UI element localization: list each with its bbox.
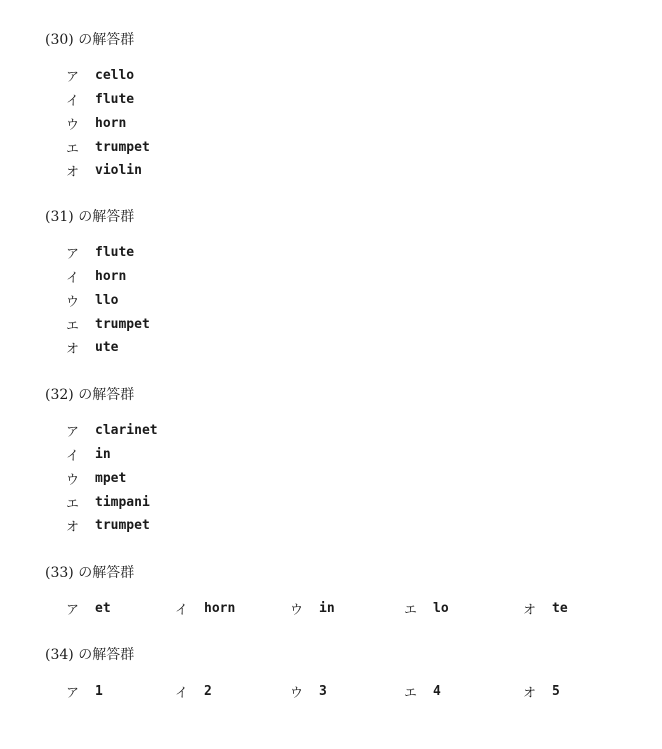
option-letter: イ [66, 94, 80, 110]
option-text: trumpet [95, 139, 150, 155]
option-e[interactable] [404, 681, 441, 701]
option-a[interactable] [66, 598, 111, 618]
option-i[interactable] [66, 265, 150, 289]
group-30-title: (30) の解答群 [45, 32, 135, 48]
option-text: flute [95, 245, 135, 261]
option-u[interactable] [290, 598, 335, 618]
option-u[interactable] [290, 681, 327, 701]
option-o[interactable] [523, 681, 560, 701]
option-letter: イ [175, 602, 189, 618]
option-letter: ウ [290, 685, 304, 701]
option-letter: ア [66, 70, 80, 86]
option-o[interactable] [66, 514, 158, 538]
option-u[interactable] [66, 467, 158, 491]
option-letter: エ [404, 602, 418, 618]
option-letter: エ [404, 685, 418, 701]
option-text: cello [95, 68, 135, 84]
option-i[interactable] [175, 598, 235, 618]
option-a[interactable] [66, 681, 103, 701]
option-text: 4 [433, 683, 441, 699]
option-e[interactable] [66, 490, 158, 514]
group-32-options [66, 419, 158, 538]
option-letter: オ [523, 685, 537, 701]
option-text: in [95, 447, 111, 463]
option-letter: ウ [66, 294, 80, 310]
option-text: 3 [319, 683, 327, 699]
option-letter: ア [66, 685, 80, 701]
option-text: trumpet [95, 316, 150, 332]
option-letter: エ [66, 141, 80, 157]
option-i[interactable] [66, 88, 150, 112]
option-text: llo [95, 292, 119, 308]
option-text: trumpet [95, 518, 150, 534]
option-u[interactable] [66, 112, 150, 136]
group-33-title: (33) の解答群 [45, 565, 135, 581]
option-text: 1 [95, 683, 103, 699]
group-33-options [66, 598, 626, 618]
option-text: horn [95, 269, 127, 285]
option-o[interactable] [523, 598, 568, 618]
option-text: 5 [552, 683, 560, 699]
group-31-title: (31) の解答群 [45, 209, 135, 225]
option-e[interactable] [404, 598, 449, 618]
option-a[interactable] [66, 241, 150, 265]
option-a[interactable] [66, 64, 150, 88]
option-letter: ア [66, 425, 80, 441]
option-letter: オ [66, 165, 80, 181]
option-letter: ア [66, 602, 80, 618]
option-text: flute [95, 92, 135, 108]
option-letter: オ [523, 602, 537, 618]
option-letter: エ [66, 496, 80, 512]
group-32-title: (32) の解答群 [45, 387, 135, 403]
option-text: 2 [204, 683, 212, 699]
option-u[interactable] [66, 289, 150, 313]
option-text: clarinet [95, 423, 158, 439]
option-letter: エ [66, 318, 80, 334]
option-e[interactable] [66, 135, 150, 159]
option-letter: オ [66, 342, 80, 358]
option-i[interactable] [175, 681, 212, 701]
option-text: violin [95, 163, 142, 179]
option-text: horn [204, 600, 236, 616]
group-34-title: (34) の解答群 [45, 647, 135, 663]
option-letter: ウ [66, 117, 80, 133]
option-letter: ウ [290, 602, 304, 618]
option-text: ute [95, 340, 119, 356]
option-o[interactable] [66, 159, 150, 183]
option-letter: イ [175, 685, 189, 701]
option-text: horn [95, 115, 127, 131]
group-30-options [66, 64, 150, 183]
option-a[interactable] [66, 419, 158, 443]
option-letter: オ [66, 520, 80, 536]
option-text: mpet [95, 470, 127, 486]
option-text: timpani [95, 494, 150, 510]
option-e[interactable] [66, 312, 150, 336]
group-31-options [66, 241, 150, 360]
option-text: in [319, 600, 335, 616]
option-text: lo [433, 600, 449, 616]
option-letter: ア [66, 247, 80, 263]
option-text: te [552, 600, 568, 616]
group-34-options [66, 681, 626, 701]
option-o[interactable] [66, 336, 150, 360]
option-i[interactable] [66, 443, 158, 467]
option-text: et [95, 600, 111, 616]
option-letter: ウ [66, 472, 80, 488]
option-letter: イ [66, 271, 80, 287]
option-letter: イ [66, 449, 80, 465]
